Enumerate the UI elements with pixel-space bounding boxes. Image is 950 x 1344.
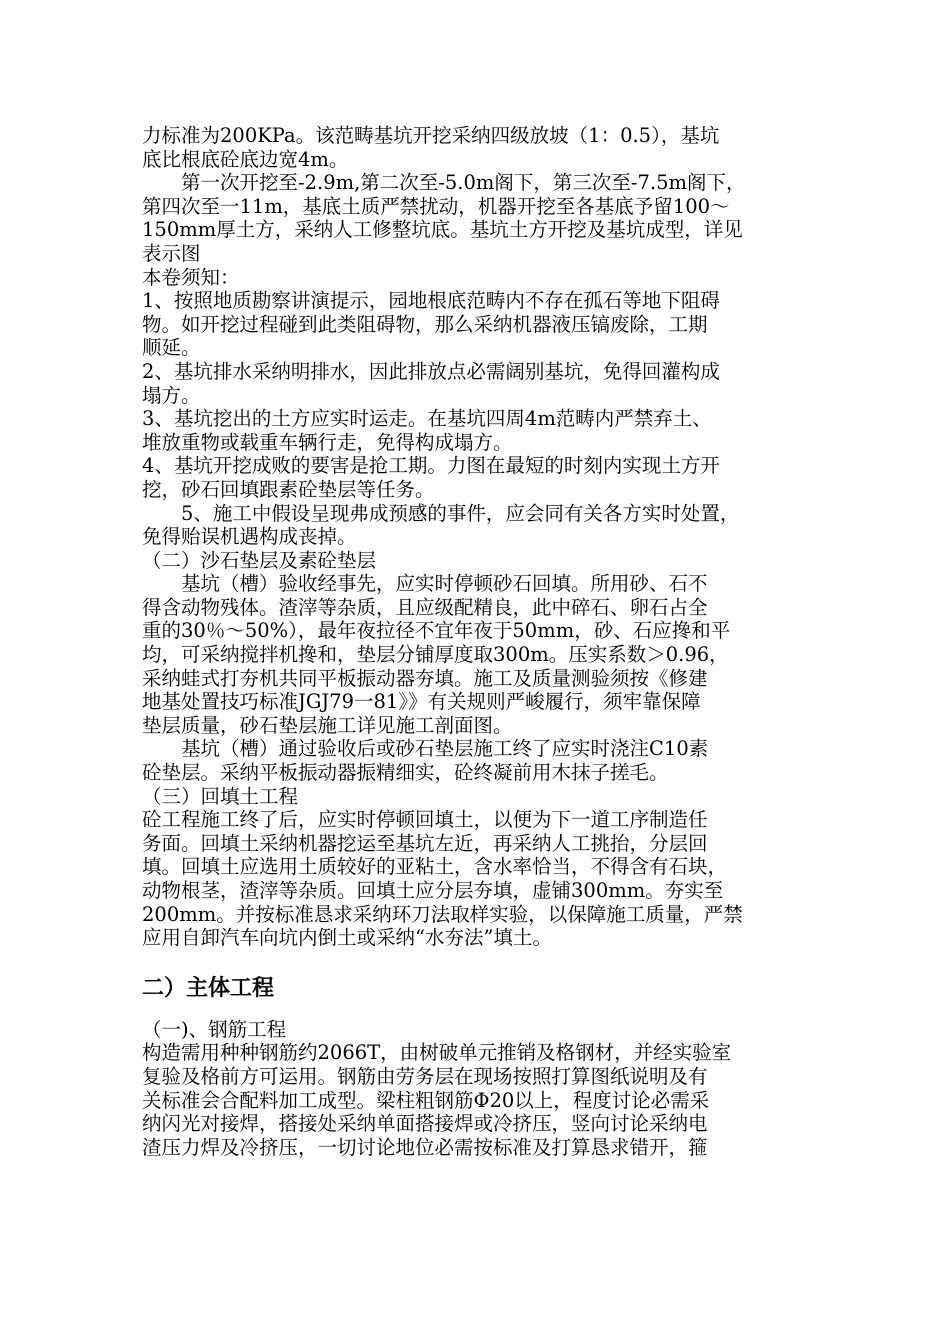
text-line: 2、基坑排水采纳明排水，因此排放点必需阔别基坑，免得回灌构成: [142, 359, 720, 383]
text-line: 顺延。: [142, 336, 201, 360]
text-line: 动物根茎，渣滓等杂质。回填土应分层夯填，虚铺300mm。夯实至: [142, 879, 724, 902]
text-line: 基坑（槽）通过验收后或砂石垫层施工终了应实时浇注C10素: [181, 737, 709, 761]
text-line: 纳闪光对接焊，搭接处采纳单面搭接焊或冷挤压，竖向讨论采纳电: [142, 1112, 708, 1136]
text-line: 务面。回填土采纳机器挖运至基坑左近，再采纳人工挑抬，分层回: [142, 831, 708, 855]
text-line: （三）回填土工程: [142, 784, 299, 808]
text-line: 采纳蛙式打夯机共同平板振动器夯填。施工及质量测验须按《修建: [142, 666, 708, 690]
text-line: 应用自卸汽车向坑内倒土或采纳“水夯法”填土。: [142, 926, 552, 950]
text-line: 重的30％～50%），最年夜拉径不宜年夜于50mm，砂、石应搀和平: [142, 619, 731, 643]
text-line: 免得贻误机遇构成丧掉。: [142, 525, 357, 549]
body-text: [142, 124, 810, 950]
text-line: 第一次开挖至-2.9m,第二次至-5.0m阁下，第三次至-7.5m阁下，: [181, 171, 746, 195]
text-line: 砼工程施工终了后，应实时停顿回填土，以便为下一道工序制造任: [142, 808, 708, 832]
text-line: 150mm厚土方，采纳人工修整坑底。基坑土方开挖及基坑成型，详见: [142, 218, 743, 242]
section-text: [142, 1018, 810, 1160]
text-line: 第四次至一11m，基底土质严禁扰动，机器开挖至各基底予留100～: [142, 194, 730, 218]
text-line: 关标准会合配料加工成型。梁柱粗钢筋Φ20以上，程度讨论必需采: [142, 1088, 710, 1112]
text-line: 堆放重物或载重车辆行走，免得构成塌方。: [142, 430, 513, 454]
text-line: 200mm。并按标准恳求采纳环刀法取样实验，以保障施工质量，严禁: [142, 902, 743, 926]
text-line: 本卷须知：: [142, 265, 240, 289]
text-line: （一)、钢筋工程: [142, 1017, 287, 1041]
text-line: 3、基坑挖出的土方应实时运走。在基坑四周4m范畴内严禁弃土、: [142, 407, 712, 431]
text-line: （二）沙石垫层及素砼垫层: [142, 548, 377, 572]
section-heading: 二）主体工程: [142, 975, 275, 1001]
text-line: 表示图: [142, 241, 201, 265]
text-line: 底比根底砼底边宽4m。: [142, 147, 349, 171]
text-line: 5、施工中假设呈现弗成预感的事件，应会同有关各方实时处置，: [181, 501, 740, 525]
text-line: 填。回填土应选用土质较好的亚粘土，含水率恰当，不得含有石块，: [142, 855, 728, 879]
text-line: 4、基坑开挖成败的要害是抢工期。力图在最短的时刻内实现土方开: [142, 454, 720, 478]
text-line: 挖，砂石回填跟素砼垫层等任务。: [142, 477, 435, 501]
document-page: [142, 124, 810, 1159]
text-line: 砼垫层。采纳平板振动器振精细实，砼终凝前用木抹子搓毛。: [142, 761, 669, 785]
text-line: 渣压力焊及冷挤压，一切讨论地位必需按标准及打算恳求错开，箍: [142, 1135, 708, 1159]
text-line: 物。如开挖过程碰到此类阻碍物，那么采纳机器液压镐废除，工期: [142, 312, 708, 336]
text-line: 复验及格前方可运用。钢筋由劳务层在现场按照打算图纸说明及有: [142, 1064, 708, 1088]
text-line: 均，可采纳搅拌机搀和，垫层分铺厚度取300m。压实系数＞0.96，: [142, 643, 729, 667]
text-line: 塌方。: [142, 383, 201, 407]
text-line: 力标准为200KPa。该范畴基坑开挖采纳四级放坡（1：0.5），基坑: [142, 124, 720, 147]
text-line: 得含动物残体。渣滓等杂质，且应级配精良，此中碎石、卵石占全: [142, 595, 708, 619]
text-line: 垫层质量，砂石垫层施工详见施工剖面图。: [142, 713, 513, 737]
text-line: 构造需用种种钢筋约2066T，由树破单元推销及格钢材，并经实验室: [142, 1041, 732, 1065]
text-line: 1、按照地质勘察讲演提示，园地根底范畴内不存在孤石等地下阻碍: [142, 289, 720, 313]
text-line: 基坑（槽）验收经事先，应实时停顿砂石回填。所用砂、石不: [181, 572, 708, 596]
text-line: 地基处置技巧标准JGJ79一81》》有关规则严峻履行，须牢靠保障: [142, 690, 701, 714]
